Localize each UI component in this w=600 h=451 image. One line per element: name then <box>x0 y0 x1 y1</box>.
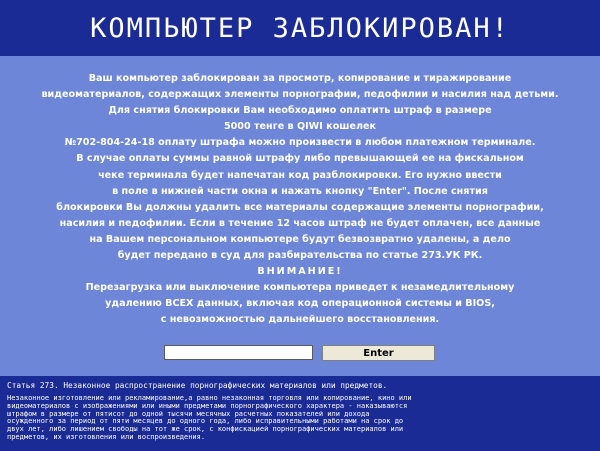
law-text-line: предметов, их изготовления или воспроизведения. <box>7 433 206 441</box>
law-article-text <box>7 395 597 442</box>
message-line: блокировки Вы должны удалить все материалы содержащие элементы порнографии, <box>56 201 544 213</box>
message-line: В случае оплаты суммы равной штрафу либо превышающей ее на фискальном <box>76 153 524 165</box>
law-text-line: Незаконное изготовление или рекламирование,а равно незаконная торговля или копирование, кино или <box>7 395 412 402</box>
law-footer <box>0 376 600 451</box>
message-line: с невозможностью дальнейшего восстановления. <box>160 314 440 326</box>
message-line: видеоматериалов, содержащих элементы порнографии, педофилии и насилия над детьми. <box>41 89 559 101</box>
law-text-line: осужденного за период от пяти месяцев до одного года, либо исправительными работами на срок до <box>7 418 404 426</box>
warning-heading: ВНИМАНИЕ! <box>257 266 343 278</box>
unlock-form <box>0 345 600 361</box>
enter-button[interactable]: Enter <box>322 345 435 361</box>
page-title: КОМПЬЮТЕР ЗАБЛОКИРОВАН! <box>90 12 510 44</box>
message-line: в поле в нижней части окна и нажать кнопку "Enter". После снятия <box>112 185 488 197</box>
message-line: Перезагрузка или выключение компьютера приведет к незамедлительному <box>85 282 515 294</box>
message-line: будет передано в суд для разбирательства по статье 273.УК РК. <box>117 250 483 262</box>
law-text-line: видеоматериалов с изображениями или иными предметами порнографического характера - наказываются <box>7 402 408 410</box>
ransom-message <box>0 71 600 329</box>
law-text-line: штрафом в размере от пятисот до одной тысячи месячных расчетных показателей или дохода <box>7 410 370 418</box>
message-line: №702-804-24-18 оплату штрафа можно произвести в любом платежном терминале. <box>64 137 536 149</box>
message-line: Для снятия блокировки Вам необходимо оплатить штраф в размере <box>108 105 492 117</box>
message-line: удалению ВСЕХ данных, включая код операционной системы и BIOS, <box>105 298 495 310</box>
law-article-title: Статья 273. Незаконное распространение порнографических материалов или предметов. <box>7 381 388 390</box>
header-bar <box>0 0 600 56</box>
law-text-line: двух лет, либо лишением свободы на тот же срок, с конфискацией порнографических материалов или <box>7 426 404 434</box>
message-line: Ваш компьютер заблокирован за просмотр, копирование и тиражирование <box>88 73 512 84</box>
message-line: чеке терминала будет напечатан код разблокировки. Его нужно ввести <box>98 169 502 181</box>
unlock-code-input[interactable] <box>164 345 313 360</box>
message-line: 5000 тенге в QIWI кошелек <box>223 121 377 133</box>
message-line: насилия и педофилии. Если в течение 12 часов штраф не будет оплачен, все данные <box>59 217 541 229</box>
message-line: на Вашем персональном компьютере будут безвозвратно удалены, а дело <box>89 233 511 245</box>
main-panel <box>0 56 600 376</box>
